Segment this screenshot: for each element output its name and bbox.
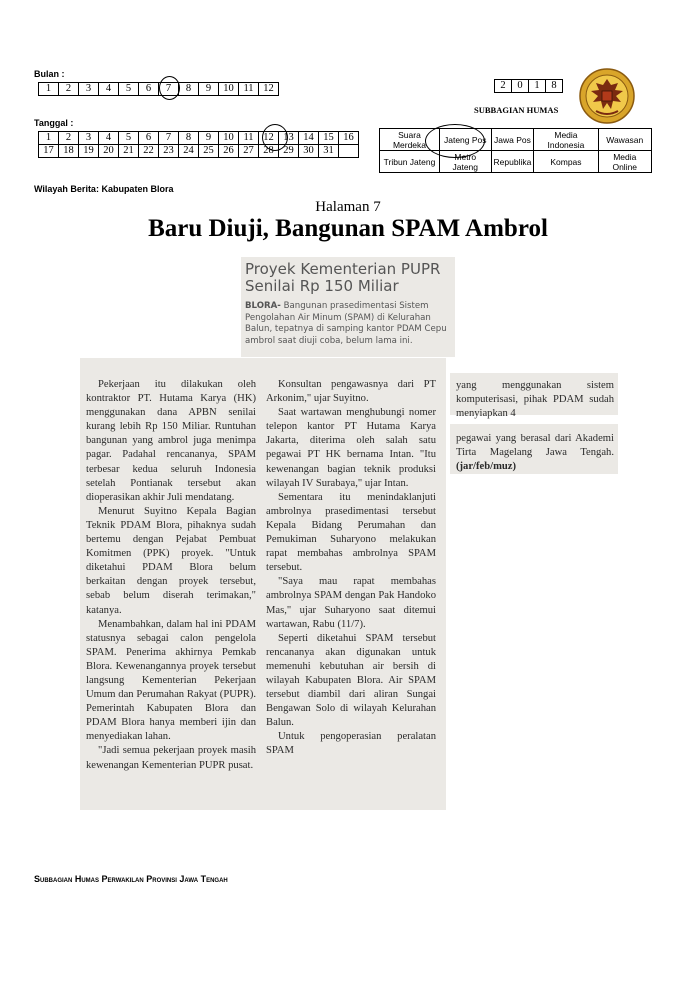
grid-cell: 9 (199, 132, 219, 145)
grid-cell: 21 (119, 145, 139, 158)
page-number: Halaman 7 (315, 199, 381, 215)
grid-cell: 1 (529, 80, 546, 93)
grid-cell: 12 (259, 132, 279, 145)
grid-cell: 26 (219, 145, 239, 158)
grid-cell: 7 (159, 132, 179, 145)
garuda-emblem-icon (578, 67, 636, 125)
tanggal-label: Tanggal : (34, 118, 74, 128)
grid-cell: 7 (159, 83, 179, 96)
grid-cell: 11 (239, 83, 259, 96)
grid-cell: 10 (219, 132, 239, 145)
bulan-label: Bulan : (34, 69, 65, 79)
grid-cell: 10 (219, 83, 239, 96)
grid-cell: 5 (119, 132, 139, 145)
grid-cell: 16 (339, 132, 359, 145)
paragraph: Sementara itu menindaklanjuti ambrolnya prasedimentasi tersebut Kepala Bidang Perumahan dan Pemukiman Suharyono melakukan rapat membahas ambrolnya SPAM tersebut. (266, 491, 436, 574)
grid-cell: 27 (239, 145, 259, 158)
grid-cell: 19 (79, 145, 99, 158)
grid-cell (339, 145, 359, 158)
grid-cell: 2 (59, 132, 79, 145)
grid-cell: 4 (99, 132, 119, 145)
column-3-clip-b (450, 424, 618, 474)
grid-cell: 2 (495, 80, 512, 93)
grid-cell: 3 (79, 132, 99, 145)
selected-media-circle (425, 124, 485, 158)
grid-cell: 1 (39, 132, 59, 145)
media-cell: Jawa Pos (491, 129, 534, 151)
grid-cell: 5 (119, 83, 139, 96)
paragraph: Saat wartawan menghubungi nomer telepon kantor PT Hutama Karya Jakarta, diterima oleh salah satu pegawai PT HK bernama Intan. "Itu kewenangan bagian teknik produksi wilayah IV Surabaya," ujar Intan. (266, 407, 436, 489)
paragraph: Untuk pengoperasian peralatan SPAM (266, 731, 436, 757)
media-table (379, 128, 652, 173)
grid-cell: 23 (159, 145, 179, 158)
grid-cell: 24 (179, 145, 199, 158)
media-cell: Suara Merdeka (380, 129, 440, 151)
column-3-clip-a (450, 373, 618, 420)
grid-cell: 8 (179, 132, 199, 145)
paragraph: "Jadi semua pekerjaan proyek masih kewenangan Kementerian PUPR pusat. (86, 745, 256, 771)
paragraph: Konsultan pengawasnya dari PT Arkonim," ujar Suyitno. (266, 379, 436, 405)
column-1 (86, 378, 256, 773)
grid-cell: 4 (99, 83, 119, 96)
column-3-text-a: yang menggunakan sistem komputerisasi, pihak PDAM sudah menyiapkan 4 (456, 380, 614, 420)
grid-cell: 14 (299, 132, 319, 145)
selected-month-circle (159, 76, 180, 100)
media-cell: Republika (491, 151, 534, 173)
main-clipping (80, 358, 446, 810)
media-cell: Kompas (534, 151, 598, 173)
lead-text: Bangunan prasedimentasi Sistem Pengolahan Air Minum (SPAM) di Kelurahan Balun, tepatnya di samping kantor PDAM Cepu ambrol saat diuji coba, belum lama ini. (245, 301, 447, 346)
lead-body (245, 301, 451, 347)
grid-cell: 13 (279, 132, 299, 145)
footer-office: Subbagian Humas Perwakilan Provinsi Jawa Tengah (34, 874, 228, 884)
grid-cell: 18 (59, 145, 79, 158)
lead-clipping (241, 257, 455, 357)
lead-heading-2: Senilai Rp 150 Miliar (245, 277, 399, 295)
grid-cell: 25 (199, 145, 219, 158)
grid-cell: 8 (179, 83, 199, 96)
media-cell: Media Indonesia (534, 129, 598, 151)
grid-cell: 1 (39, 83, 59, 96)
grid-cell: 22 (139, 145, 159, 158)
paragraph: "Saya mau rapat membahas ambrolnya SPAM dengan Pak Handoko Mas," ujar Suharyono saat ditemui wartawan, Rabu (11/7). (266, 576, 436, 630)
grid-cell: 15 (319, 132, 339, 145)
grid-cell: 11 (239, 132, 259, 145)
article-title: Baru Diuji, Bangunan SPAM Ambrol (148, 215, 548, 242)
column-2 (266, 378, 436, 759)
media-cell: Tribun Jateng (380, 151, 440, 173)
grid-cell: 6 (139, 83, 159, 96)
subbagian-humas-label: SUBBAGIAN HUMAS (474, 105, 559, 115)
date-grid (38, 131, 359, 158)
media-cell: Media Online (598, 151, 651, 173)
grid-cell: 29 (279, 145, 299, 158)
author-credit: (jar/feb/muz) (456, 461, 517, 473)
grid-cell: 20 (99, 145, 119, 158)
grid-cell: 2 (59, 83, 79, 96)
lead-place: BLORA- (245, 301, 281, 311)
grid-cell: 30 (299, 145, 319, 158)
lead-heading-1: Proyek Kementerian PUPR (245, 260, 441, 278)
media-cell: Metro Jateng (439, 151, 491, 173)
grid-cell: 28 (259, 145, 279, 158)
column-3-text-b (456, 432, 614, 474)
column-3-body-b: pegawai yang berasal dari Akademi Tirta Magelang Jawa Tengah. (456, 433, 614, 459)
grid-cell: 12 (259, 83, 279, 96)
grid-cell: 17 (39, 145, 59, 158)
grid-cell: 0 (512, 80, 529, 93)
grid-cell: 31 (319, 145, 339, 158)
grid-cell: 8 (546, 80, 563, 93)
media-cell: Jateng Pos (439, 129, 491, 151)
grid-cell: 3 (79, 83, 99, 96)
paragraph: Menurut Suyitno Kepala Bagian Teknik PDAM Blora, pihaknya sudah bertemu dengan Pejabat Pembuat Komitmen (PPK) proyek. "Untuk diketahui PDAM Blora belum berkaitan dengan proyek tersebut, sebab belum diserah terimakan," katanya. (86, 505, 256, 616)
grid-cell: 6 (139, 132, 159, 145)
paragraph: Menambahkan, dalam hal ini PDAM statusnya sebagai calon pengelola SPAM. Penerima akhirnya Pemkab Blora. Kewenangannya proyek tersebut langsung Kementerian Pekerjaan Umum dan Perumahan Rakyat (PUPR). Pemerintah Kabupaten Blora dan PDAM Blora hanya memberi ijin dan menyediakan lahan. (86, 618, 256, 743)
selected-date-circle (262, 124, 288, 151)
paragraph: Pekerjaan itu dilakukan oleh kontraktor PT. Hutama Karya (HK) menggunakan dana APBN senilai kurang lebih Rp 150 Miliar. Runtuhan bangunan yang ambrol juga menimpa pagar. Padahal rencananya, SPAM terbesar kedua seluruh Indonesia setelah Pontianak tersebut akan dioperasikan akhir Juli mendatang. (86, 379, 256, 503)
paragraph: Seperti diketahui SPAM tersebut rencananya akan digunakan untuk memenuhi kebutuhan air bersih di wilayah Kabupaten Blora. Air SPAM tersebut diambil dari aliran Sungai Bengawan Solo di wilayah Kelurahan Balun. (266, 632, 436, 729)
media-cell: Wawasan (598, 129, 651, 151)
wilayah-berita: Wilayah Berita: Kabupaten Blora (34, 184, 174, 194)
year-grid (494, 79, 563, 93)
grid-cell: 9 (199, 83, 219, 96)
